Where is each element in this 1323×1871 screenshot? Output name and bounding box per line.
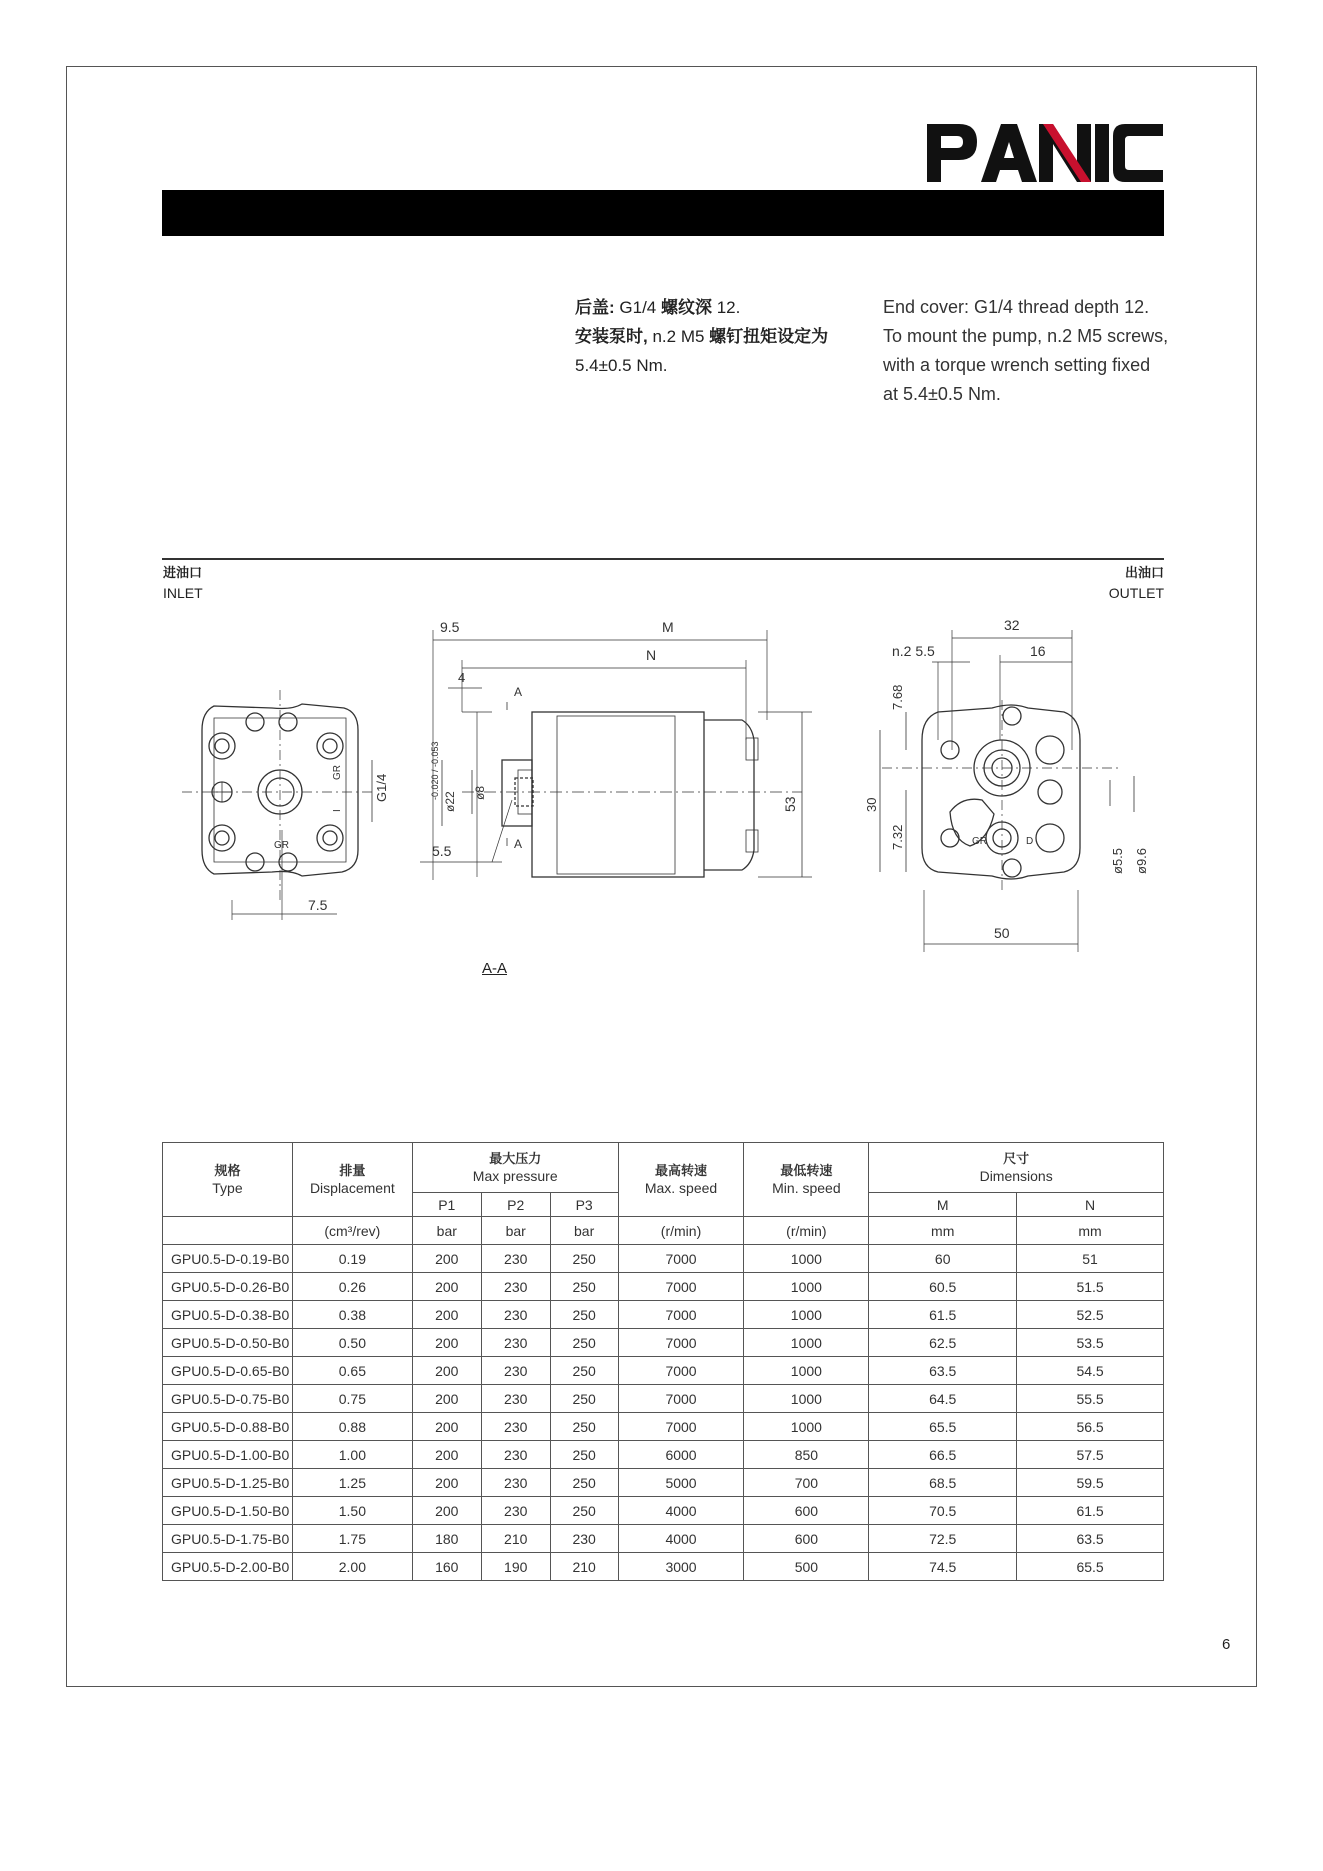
- cell-max-speed: 7000: [618, 1329, 744, 1357]
- cell-m: 64.5: [869, 1385, 1017, 1413]
- cell-m: 68.5: [869, 1469, 1017, 1497]
- dim-32: 32: [1004, 617, 1020, 633]
- cell-n: 56.5: [1017, 1413, 1164, 1441]
- cell-n: 53.5: [1017, 1329, 1164, 1357]
- inlet-label: 进油口 INLET: [163, 565, 203, 601]
- cell-displacement: 0.19: [292, 1245, 412, 1273]
- cell-n: 51: [1017, 1245, 1164, 1273]
- cell-n: 57.5: [1017, 1441, 1164, 1469]
- cell-displacement: 1.50: [292, 1497, 412, 1525]
- cell-p1: 200: [412, 1329, 481, 1357]
- cell-displacement: 0.26: [292, 1273, 412, 1301]
- dim-gr-1: GR: [332, 765, 343, 780]
- cell-type: GPU0.5-D-1.75-B0: [163, 1525, 293, 1553]
- dim-9-5: 9.5: [440, 619, 460, 635]
- cell-p1: 180: [412, 1525, 481, 1553]
- cell-p1: 160: [412, 1553, 481, 1581]
- inlet-view: [182, 690, 389, 920]
- outlet-label: 出油口 OUTLET: [1108, 565, 1164, 601]
- dim-4: 4: [458, 670, 466, 685]
- cell-max-speed: 5000: [618, 1469, 744, 1497]
- cell-p2: 230: [481, 1413, 550, 1441]
- cell-p3: 250: [550, 1385, 618, 1413]
- cell-m: 74.5: [869, 1553, 1017, 1581]
- cell-p2: 190: [481, 1553, 550, 1581]
- spec-table-body: [163, 1245, 1164, 1581]
- cell-type: GPU0.5-D-0.75-B0: [163, 1385, 293, 1413]
- page-number: 6: [1222, 1636, 1231, 1653]
- cell-max-speed: 7000: [618, 1357, 744, 1385]
- cell-p1: 200: [412, 1413, 481, 1441]
- section-divider: [162, 558, 1164, 560]
- units-displacement: (cm³/rev): [292, 1217, 412, 1245]
- cell-p3: 250: [550, 1413, 618, 1441]
- cell-p2: 230: [481, 1329, 550, 1357]
- cell-min-speed: 1000: [744, 1385, 869, 1413]
- cell-n: 55.5: [1017, 1385, 1164, 1413]
- cell-p3: 250: [550, 1469, 618, 1497]
- units-max-speed: (r/min): [618, 1217, 744, 1245]
- table-row: [163, 1301, 1164, 1329]
- header-min-speed: 最低转速 Min. speed: [744, 1143, 869, 1217]
- dim-n: N: [646, 647, 657, 663]
- header-max-pressure: 最大压力 Max pressure: [412, 1143, 618, 1193]
- table-row: [163, 1469, 1164, 1497]
- dim-5-5-left: 5.5: [432, 843, 452, 859]
- dim-8: ø8: [473, 785, 487, 800]
- cell-displacement: 1.75: [292, 1525, 412, 1553]
- cell-p1: 200: [412, 1441, 481, 1469]
- units-p2: bar: [481, 1217, 550, 1245]
- cell-n: 65.5: [1017, 1553, 1164, 1581]
- cell-min-speed: 1000: [744, 1245, 869, 1273]
- table-row: [163, 1413, 1164, 1441]
- header-p3: P3: [550, 1193, 618, 1217]
- technical-drawing: [162, 600, 1164, 990]
- cell-m: 62.5: [869, 1329, 1017, 1357]
- table-row: [163, 1553, 1164, 1581]
- dim-22-tol: -0.020 / -0.053: [430, 741, 440, 800]
- table-row: [163, 1357, 1164, 1385]
- cell-type: GPU0.5-D-2.00-B0: [163, 1553, 293, 1581]
- cell-p1: 200: [412, 1385, 481, 1413]
- cell-max-speed: 6000: [618, 1441, 744, 1469]
- cell-min-speed: 850: [744, 1441, 869, 1469]
- cell-p2: 230: [481, 1357, 550, 1385]
- cell-max-speed: 3000: [618, 1553, 744, 1581]
- cell-type: GPU0.5-D-0.19-B0: [163, 1245, 293, 1273]
- side-view: [420, 619, 812, 880]
- table-row: [163, 1385, 1164, 1413]
- cell-max-speed: 7000: [618, 1385, 744, 1413]
- header-n: N: [1017, 1193, 1164, 1217]
- cell-n: 63.5: [1017, 1525, 1164, 1553]
- cell-m: 66.5: [869, 1441, 1017, 1469]
- cell-p2: 230: [481, 1245, 550, 1273]
- header-max-speed: 最高转速 Max. speed: [618, 1143, 744, 1217]
- cell-p2: 210: [481, 1525, 550, 1553]
- dim-9-6: ø9.6: [1134, 847, 1149, 874]
- cell-n: 52.5: [1017, 1301, 1164, 1329]
- cell-min-speed: 600: [744, 1497, 869, 1525]
- header-displacement: 排量 Displacement: [292, 1143, 412, 1217]
- table-row: [163, 1245, 1164, 1273]
- cell-p1: 200: [412, 1273, 481, 1301]
- dim-a-2: A: [514, 837, 523, 851]
- cell-displacement: 2.00: [292, 1553, 412, 1581]
- dim-gr-3: GR: [972, 836, 987, 847]
- header-dimensions: 尺寸 Dimensions: [869, 1143, 1164, 1193]
- dim-gr-2: GR: [274, 840, 289, 851]
- cell-m: 60.5: [869, 1273, 1017, 1301]
- cell-max-speed: 4000: [618, 1497, 744, 1525]
- cell-type: GPU0.5-D-1.25-B0: [163, 1469, 293, 1497]
- cell-p3: 250: [550, 1329, 618, 1357]
- cell-min-speed: 500: [744, 1553, 869, 1581]
- cell-p1: 200: [412, 1357, 481, 1385]
- cell-p1: 200: [412, 1469, 481, 1497]
- cell-type: GPU0.5-D-0.26-B0: [163, 1273, 293, 1301]
- header-p2: P2: [481, 1193, 550, 1217]
- cell-p3: 230: [550, 1525, 618, 1553]
- cell-displacement: 0.75: [292, 1385, 412, 1413]
- cell-p2: 230: [481, 1497, 550, 1525]
- cell-displacement: 0.38: [292, 1301, 412, 1329]
- cell-displacement: 0.50: [292, 1329, 412, 1357]
- cell-min-speed: 1000: [744, 1413, 869, 1441]
- header-p1: P1: [412, 1193, 481, 1217]
- header-m: M: [869, 1193, 1017, 1217]
- cell-m: 70.5: [869, 1497, 1017, 1525]
- dim-16: 16: [1030, 643, 1046, 659]
- cell-m: 60: [869, 1245, 1017, 1273]
- units-p3: bar: [550, 1217, 618, 1245]
- cell-p1: 200: [412, 1497, 481, 1525]
- cell-max-speed: 7000: [618, 1301, 744, 1329]
- spec-table: [162, 1142, 1164, 1581]
- dim-7-32: 7.32: [890, 824, 905, 850]
- cell-n: 54.5: [1017, 1357, 1164, 1385]
- cell-type: GPU0.5-D-0.38-B0: [163, 1301, 293, 1329]
- cell-n: 51.5: [1017, 1273, 1164, 1301]
- dim-a-1: A: [514, 685, 523, 699]
- cell-p3: 250: [550, 1497, 618, 1525]
- cell-displacement: 1.00: [292, 1441, 412, 1469]
- dim-30: 30: [864, 797, 879, 812]
- dim-n2-5-5: n.2 5.5: [892, 643, 935, 659]
- cell-min-speed: 1000: [744, 1273, 869, 1301]
- cell-max-speed: 7000: [618, 1413, 744, 1441]
- header-type: 规格 Type: [163, 1143, 293, 1217]
- cell-max-speed: 4000: [618, 1525, 744, 1553]
- cell-type: GPU0.5-D-1.00-B0: [163, 1441, 293, 1469]
- cell-type: GPU0.5-D-0.88-B0: [163, 1413, 293, 1441]
- cell-p3: 250: [550, 1441, 618, 1469]
- cell-displacement: 1.25: [292, 1469, 412, 1497]
- cell-p2: 230: [481, 1301, 550, 1329]
- note-chinese: 后盖: G1/4 螺纹深 12. 安装泵时, n.2 M5 螺钉扭矩设定为 5.4±0.5 Nm.: [575, 298, 829, 375]
- cell-type: GPU0.5-D-0.65-B0: [163, 1357, 293, 1385]
- cell-p2: 230: [481, 1385, 550, 1413]
- cell-type: GPU0.5-D-1.50-B0: [163, 1497, 293, 1525]
- units-m: mm: [869, 1217, 1017, 1245]
- cell-type: GPU0.5-D-0.50-B0: [163, 1329, 293, 1357]
- cell-min-speed: 1000: [744, 1329, 869, 1357]
- units-type: [163, 1217, 293, 1245]
- dim-d: D: [1026, 836, 1034, 847]
- cell-n: 61.5: [1017, 1497, 1164, 1525]
- cell-n: 59.5: [1017, 1469, 1164, 1497]
- table-row: [163, 1525, 1164, 1553]
- dim-7-5: 7.5: [308, 897, 328, 913]
- cell-p3: 250: [550, 1245, 618, 1273]
- cell-min-speed: 1000: [744, 1301, 869, 1329]
- header-bar: [162, 190, 1164, 236]
- units-n: mm: [1017, 1217, 1164, 1245]
- cell-max-speed: 7000: [618, 1273, 744, 1301]
- note-english: End cover: G1/4 thread depth 12. To mount the pump, n.2 M5 screws, with a torque wrench setting fixed at 5.4±0.5 Nm.: [883, 297, 1169, 404]
- dim-22: ø22: [443, 791, 457, 812]
- cell-p2: 230: [481, 1441, 550, 1469]
- table-row: [163, 1497, 1164, 1525]
- cell-p3: 250: [550, 1301, 618, 1329]
- section-label: A-A: [482, 960, 508, 977]
- brand-logo: [925, 118, 1165, 188]
- cell-p1: 200: [412, 1301, 481, 1329]
- cell-displacement: 0.65: [292, 1357, 412, 1385]
- cell-p2: 230: [481, 1273, 550, 1301]
- dim-7-68: 7.68: [890, 684, 905, 710]
- cell-p3: 210: [550, 1553, 618, 1581]
- cell-m: 65.5: [869, 1413, 1017, 1441]
- cell-min-speed: 700: [744, 1469, 869, 1497]
- cell-p3: 250: [550, 1273, 618, 1301]
- outlet-view: [864, 617, 1149, 952]
- cell-p2: 230: [481, 1469, 550, 1497]
- table-row: [163, 1329, 1164, 1357]
- cell-max-speed: 7000: [618, 1245, 744, 1273]
- units-p1: bar: [412, 1217, 481, 1245]
- cell-min-speed: 600: [744, 1525, 869, 1553]
- table-row: [163, 1441, 1164, 1469]
- dim-5-5-right: ø5.5: [1110, 847, 1125, 874]
- cell-m: 63.5: [869, 1357, 1017, 1385]
- cell-p1: 200: [412, 1245, 481, 1273]
- units-min-speed: (r/min): [744, 1217, 869, 1245]
- dim-50: 50: [994, 925, 1010, 941]
- cell-p3: 250: [550, 1357, 618, 1385]
- dim-g14: G1/4: [374, 773, 389, 802]
- table-row: [163, 1273, 1164, 1301]
- cell-m: 61.5: [869, 1301, 1017, 1329]
- cell-min-speed: 1000: [744, 1357, 869, 1385]
- cell-m: 72.5: [869, 1525, 1017, 1553]
- dim-m: M: [662, 619, 674, 635]
- dim-53: 53: [782, 796, 798, 812]
- cell-displacement: 0.88: [292, 1413, 412, 1441]
- dim-i: I: [332, 809, 343, 812]
